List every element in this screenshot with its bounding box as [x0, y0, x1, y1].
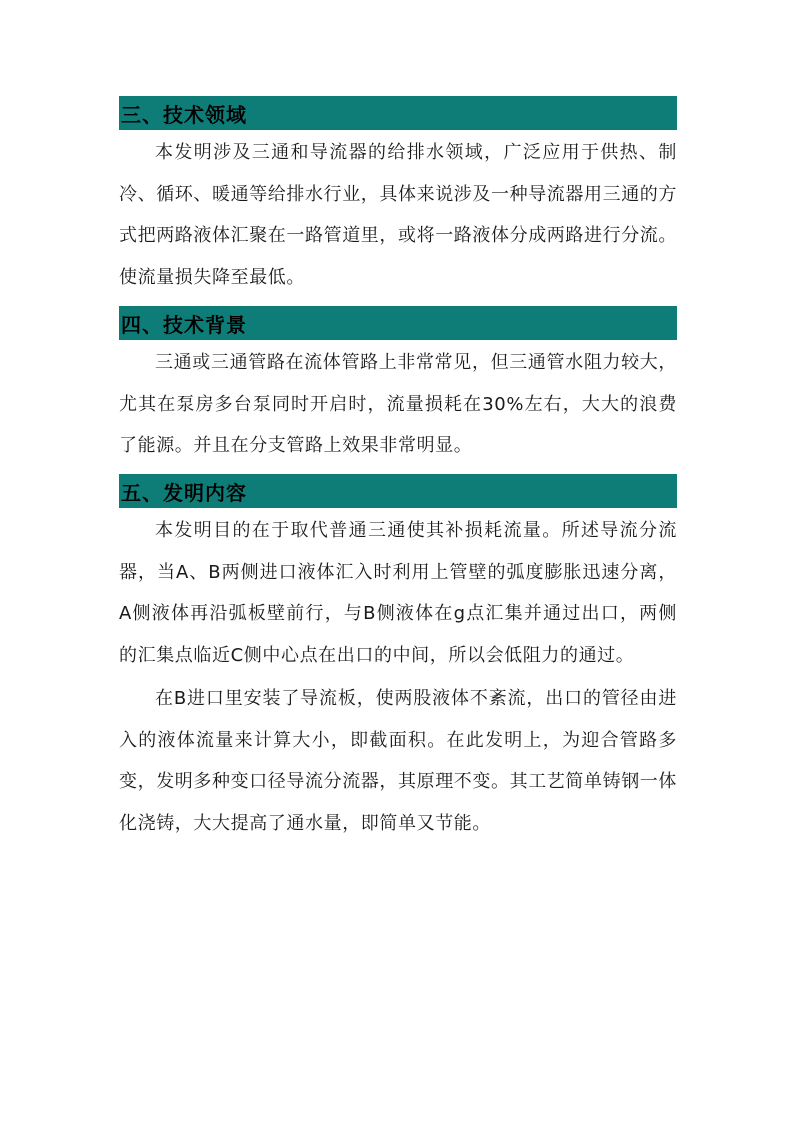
paragraph: 本发明目的在于取代普通三通使其补损耗流量。所述导流分流器，当A、B两侧进口液体汇入时利用上管壁的弧度膨胀迅速分离，A侧液体再沿弧板壁前行，与B侧液体在g点汇集并通过出口，两侧的汇集点临近C侧中心点在出口的中间，所以会低阻力的通过。	[119, 520, 677, 666]
section-technical-field	[119, 96, 677, 302]
section-invention-content	[119, 474, 677, 844]
section-body	[119, 340, 677, 470]
section-heading: 五、发明内容	[119, 474, 677, 508]
section-body	[119, 508, 677, 844]
paragraph: 三通或三通管路在流体管路上非常常见，但三通管水阻力较大，尤其在泵房多台泵同时开启时，流量损耗在30%左右，大大的浪费了能源。并且在分支管路上效果非常明显。	[119, 352, 677, 456]
section-body	[119, 130, 677, 302]
section-heading: 四、技术背景	[119, 306, 677, 340]
document-page	[119, 96, 677, 844]
paragraph: 本发明涉及三通和导流器的给排水领域，广泛应用于供热、制冷、循环、暖通等给排水行业，具体来说涉及一种导流器用三通的方式把两路液体汇聚在一路管道里，或将一路液体分成两路进行分流。使流量损失降至最低。	[119, 142, 677, 288]
section-technical-background	[119, 306, 677, 470]
section-heading: 三、技术领域	[119, 96, 677, 130]
paragraph: 在B进口里安装了导流板，使两股液体不紊流，出口的管径由进入的液体流量来计算大小，即截面积。在此发明上，为迎合管路多变，发明多种变口径导流分流器，其原理不变。其工艺简单铸钢一体化浇铸，大大提高了通水量，即简单又节能。	[119, 688, 677, 834]
